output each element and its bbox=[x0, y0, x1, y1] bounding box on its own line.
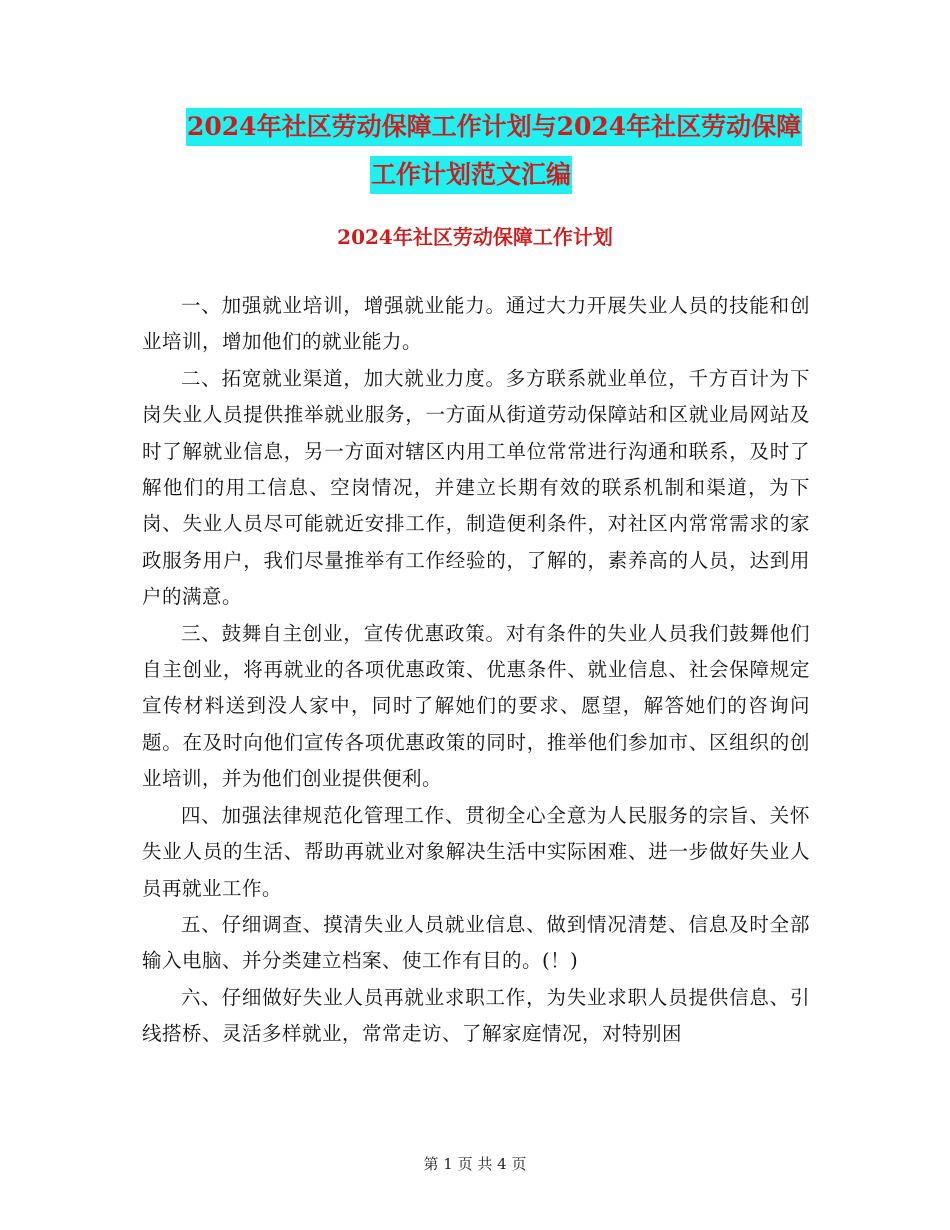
page-footer: 第 1 页 共 4 页 bbox=[423, 1155, 527, 1173]
paragraph-2: 二、拓宽就业渠道，加大就业力度。多方联系就业单位，千方百计为下岗失业人员提供推举就业服务，一方面从街道劳动保障站和区就业局网站及时了解就业信息，另一方面对辖区内用工单位常常进行沟通和联系，及时了解他们的用工信息、空岗情况，并建立长期有效的联系机制和渠道，为下岗、失业人员尽可能就近安排工作，制造便利条件，对社区内常常需求的家政服务用户，我们尽量推举有工作经验的，了解的，素养高的人员，达到用户的满意。 bbox=[142, 366, 810, 609]
paragraph-4: 四、加强法律规范化管理工作、贯彻全心全意为人民服务的宗旨、关怀失业人员的生活、帮助再就业对象解决生活中实际困难、进一步做好失业人员再就业工作。 bbox=[142, 803, 810, 900]
paragraph-1: 一、加强就业培训，增强就业能力。通过大力开展失业人员的技能和创业培训，增加他们的就业能力。 bbox=[142, 294, 810, 354]
document-body bbox=[142, 288, 810, 1053]
title-line-2: 工作计划范文汇编 bbox=[370, 156, 572, 194]
paragraph-3: 三、鼓舞自主创业，宣传优惠政策。对有条件的失业人员我们鼓舞他们自主创业，将再就业的各项优惠政策、优惠条件、就业信息、社会保障规定宣传材料送到没人家中，同时了解她们的要求、愿望，解答她们的咨询问题。在及时向他们宣传各项优惠政策的同时，推举他们参加市、区组织的创业培训，并为他们创业提供便利。 bbox=[142, 621, 810, 791]
paragraph-6: 六、仔细做好失业人员再就业求职工作，为失业求职人员提供信息、引线搭桥、灵活多样就业，常常走访、了解家庭情况，对特别困 bbox=[142, 985, 810, 1046]
paragraph-5: 五、仔细调查、摸清失业人员就业信息、做到情况清楚、信息及时全部输入电脑、并分类建立档案、使工作有目的。(！) bbox=[142, 912, 810, 973]
title-line-1: 2024年社区劳动保障工作计划与2024年社区劳动保障 bbox=[186, 108, 802, 146]
section-heading: 2024年社区劳动保障工作计划 bbox=[337, 225, 613, 249]
